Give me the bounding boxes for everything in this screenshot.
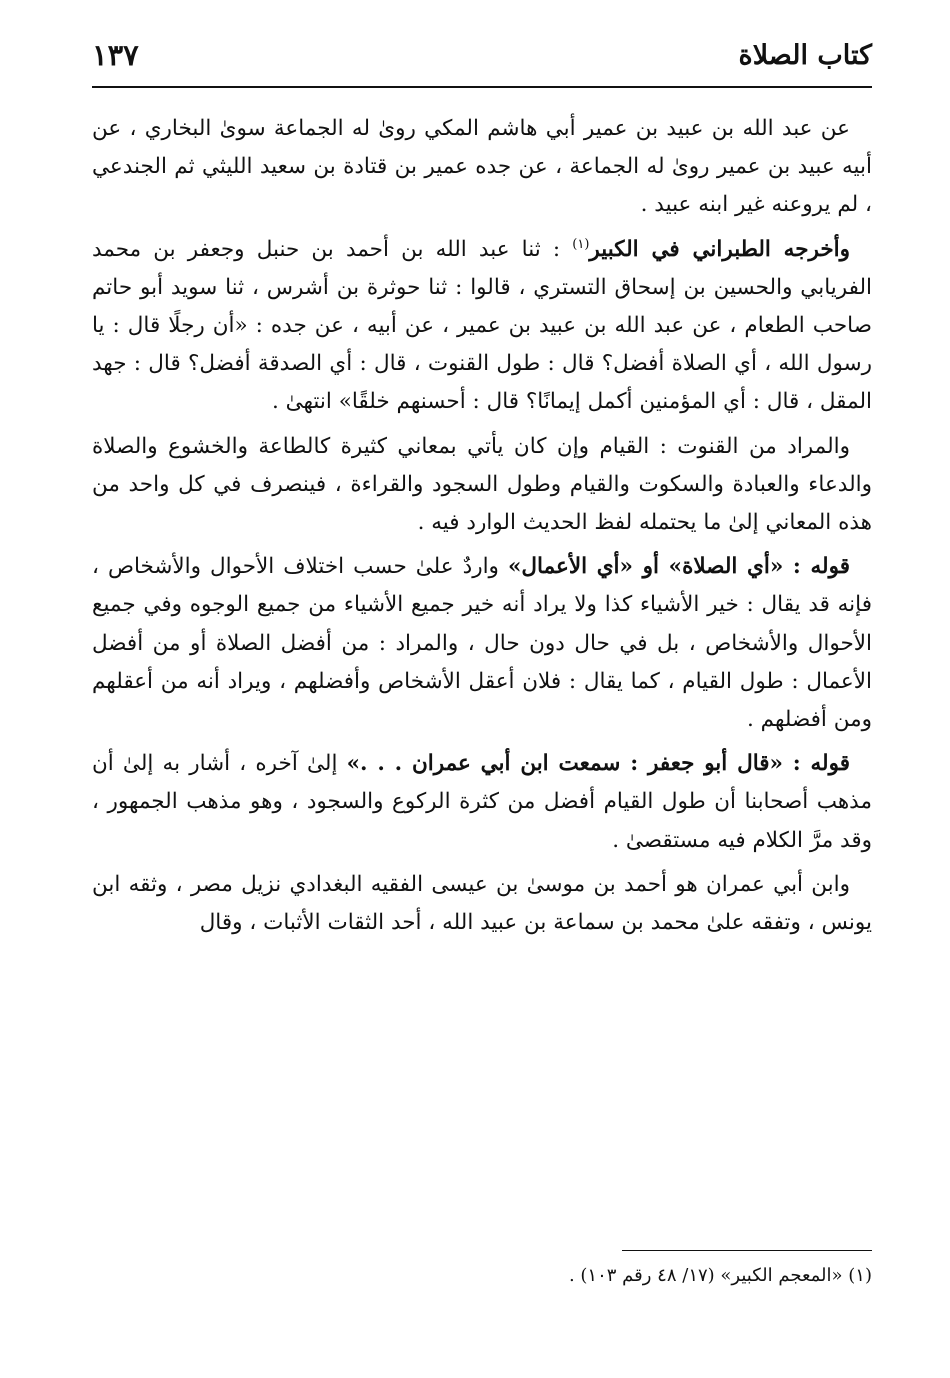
paragraph-text: وابن أبي عمران هو أحمد بن موسىٰ بن عيسى الفقيه البغدادي نزيل مصر ، وثقه ابن يونس ، وتفقه علىٰ محمد بن سماعة بن عبيد الله ، أحد الثقات الأثبات ، وقال (92, 871, 872, 936)
paragraph-text: عن عبد الله بن عبيد بن عمير أبي هاشم المكي روىٰ له الجماعة سوىٰ البخاري ، عن أبيه عبيد بن عمير روىٰ له الجماعة ، عن جده عمير بن قتادة بن سعيد الليثي ثم الجندعي ، لم يروعنه غير ابنه عبيد . (92, 116, 872, 218)
paragraph-3 (92, 428, 872, 543)
paragraph-text: : ثنا عبد الله بن أحمد بن حنبل وجعفر بن محمد الفريابي والحسين بن إسحاق التستري ، قالوا : ثنا حوثرة بن أشرس ، ثنا سويد أبو حاتم صاحب الطعام ، عن عبد الله بن عبيد بن عمير ، عن أبيه ، عن جده : «أن رجلًا قال : يا رسول الله ، أي الصلاة أفضل؟ قال : طول القنوت ، قال : أي الصدقة أفضل؟ قال : جهد المقل ، قال : أي المؤمنين أكمل إيمانًا؟ قال : أحسنهم خلقًا» انتهىٰ . (92, 236, 872, 415)
paragraph-text: والمراد من القنوت : القيام وإن كان يأتي بمعاني كثيرة كالطاعة والخشوع والصلاة والدعاء والعبادة والسكوت والقيام وطول السجود والقراءة ، فينصرف في كل واحد من هذه المعاني إلىٰ ما يحتمله لفظ الحديث الوارد فيه . (92, 433, 872, 536)
footnote (92, 1262, 872, 1290)
paragraph-lead: قوله : «أي الصلاة» أو «أي الأعمال» (507, 554, 850, 580)
main-text (92, 110, 872, 948)
running-title: كتاب الصلاة (738, 40, 872, 71)
paragraph-text: واردٌ علىٰ حسب اختلاف الأحوال والأشخاص ، فإنه قد يقال : خير الأشياء كذا ولا يراد أنه خير جميع الأشياء من جميع الوجوه وفي جميع الأحوال والأشخاص ، بل في حال دون حال ، والمراد : من أفضل الصلاة أو من أفضل الأعمال : طول القيام ، كما يقال : فلان أعقل الأشخاص وأفضلهم ، ويراد أنه من أعقلهم ومن أفضلهم . (92, 554, 872, 733)
paragraph-5 (92, 745, 872, 860)
header-divider (92, 86, 872, 88)
paragraph-4 (92, 548, 872, 739)
paragraph-1 (92, 110, 872, 225)
paragraph-2 (92, 231, 872, 422)
page-header (92, 30, 872, 80)
footnote-divider (622, 1250, 872, 1251)
paragraph-text: إلىٰ آخره ، أشار به إلىٰ أن مذهب أصحابنا أن طول القيام أفضل من كثرة الركوع والسجود ، وهو مذهب الجمهور ، وقد مرَّ الكلام فيه مستقصىٰ . (92, 751, 872, 853)
page-number: ١٣٧ (92, 38, 139, 72)
paragraph-lead: قوله : «قال أبو جعفر : سمعت ابن أبي عمران . . .» (346, 751, 850, 777)
footnote-reference: (١) (572, 236, 590, 252)
paragraph-lead: وأخرجه الطبراني في الكبير (589, 236, 851, 262)
paragraph-6 (92, 866, 872, 942)
footnote-text: (١) «المعجم الكبير» (١٧/ ٤٨ رقم ١٠٣) . (568, 1265, 872, 1286)
